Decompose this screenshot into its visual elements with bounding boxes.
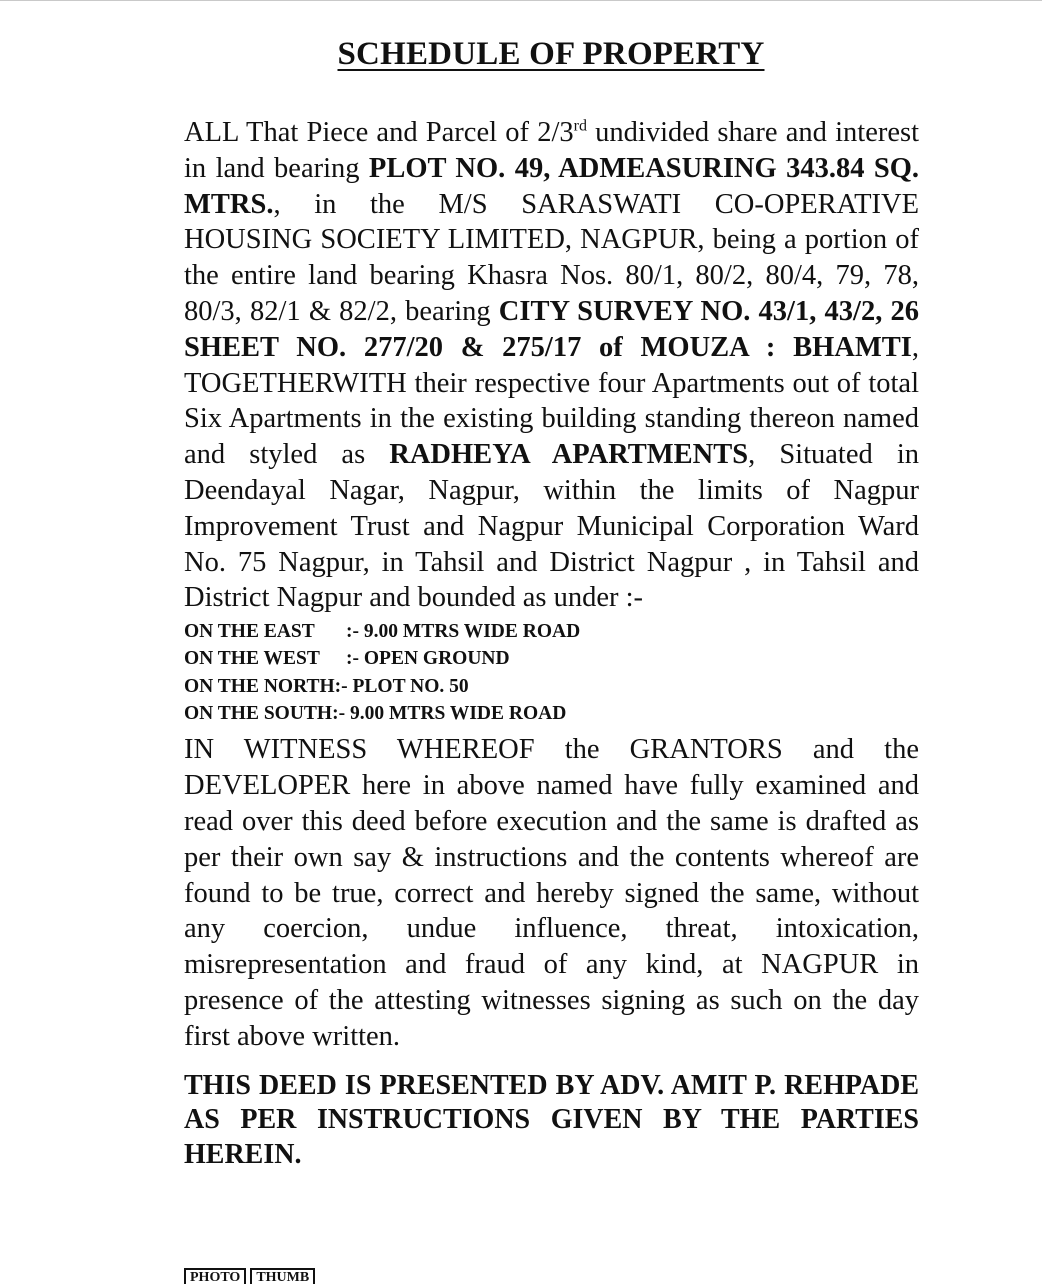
boundary-value: :- 9.00 MTRS WIDE ROAD <box>346 621 581 643</box>
city-survey-details: CITY SURVEY NO. 43/1, 43/2, 26 SHEET NO. 277/20 & 275/17 of MOUZA : BHAMTI <box>184 295 919 363</box>
document-body <box>184 115 919 1200</box>
schedule-text-4: , TOGETHERWITH their respective four Apartments out of total Six Apartments in the existing building standing thereon named and styled as <box>184 331 919 471</box>
boundary-label: ON THE NORTH <box>184 675 335 697</box>
page-title: SCHEDULE OF PROPERTY <box>337 36 765 72</box>
ordinal-superscript: rd <box>573 117 587 135</box>
signature-boxes <box>184 1268 315 1284</box>
photo-box: PHOTO <box>184 1268 246 1284</box>
schedule-text-3: , in the M/S SARASWATI CO-OPERATIVE HOUSING SOCIETY LIMITED, NAGPUR, being a portion of the entire land bearing Khasra Nos. 80/1, 80/2, 80/4, 79, 78, 80/3, 82/1 & 82/2, bearing <box>184 188 919 327</box>
page-top-divider <box>0 0 1042 1</box>
witness-paragraph: IN WITNESS WHEREOF the GRANTORS and the DEVELOPER here in above named have fully examined and read over this deed before execution and the same is drafted as per their own say & instructions and the contents whereof are found to be true, correct and hereby signed the same, without any coercion, undue influence, threat, intoxication, misrepresentation and fraud of any kind, at NAGPUR in presence of the attesting witnesses signing as such on the day first above written. <box>184 734 919 1052</box>
boundary-label: ON THE EAST <box>184 621 315 643</box>
boundary-label: ON THE WEST <box>184 648 320 670</box>
boundary-value: :- PLOT NO. 50 <box>334 675 469 697</box>
boundary-row-west <box>184 645 919 672</box>
boundary-row-east <box>184 618 919 645</box>
presented-by-paragraph: THIS DEED IS PRESENTED BY ADV. AMIT P. REHPADE AS PER INSTRUCTIONS GIVEN BY THE PARTIES HEREIN. <box>184 1069 919 1170</box>
plot-details: PLOT NO. 49, ADMEASURING 343.84 SQ. MTRS. <box>184 152 919 220</box>
boundary-value: :- 9.00 MTRS WIDE ROAD <box>332 703 567 725</box>
boundary-value: :- OPEN GROUND <box>346 648 510 670</box>
boundary-row-north <box>184 673 919 700</box>
schedule-text-2: undivided share and interest in land bearing <box>184 117 919 184</box>
thumb-box: THUMB <box>250 1268 315 1284</box>
boundaries-list <box>184 618 919 727</box>
boundary-row-south <box>184 700 919 727</box>
boundary-label: ON THE SOUTH <box>184 703 333 725</box>
schedule-paragraph <box>184 115 919 616</box>
schedule-text-1: ALL That Piece and Parcel of 2/3 <box>184 117 574 148</box>
schedule-text-5: , Situated in Deendayal Nagar, Nagpur, within the limits of Nagpur Improvement Trust and Nagpur Municipal Corporation Ward No. 75 Nagpur, in Tahsil and District Nagpur , in Tahsil and District Nagpur and bounded as under :- <box>184 439 919 614</box>
building-name: RADHEYA APARTMENTS <box>389 439 749 471</box>
